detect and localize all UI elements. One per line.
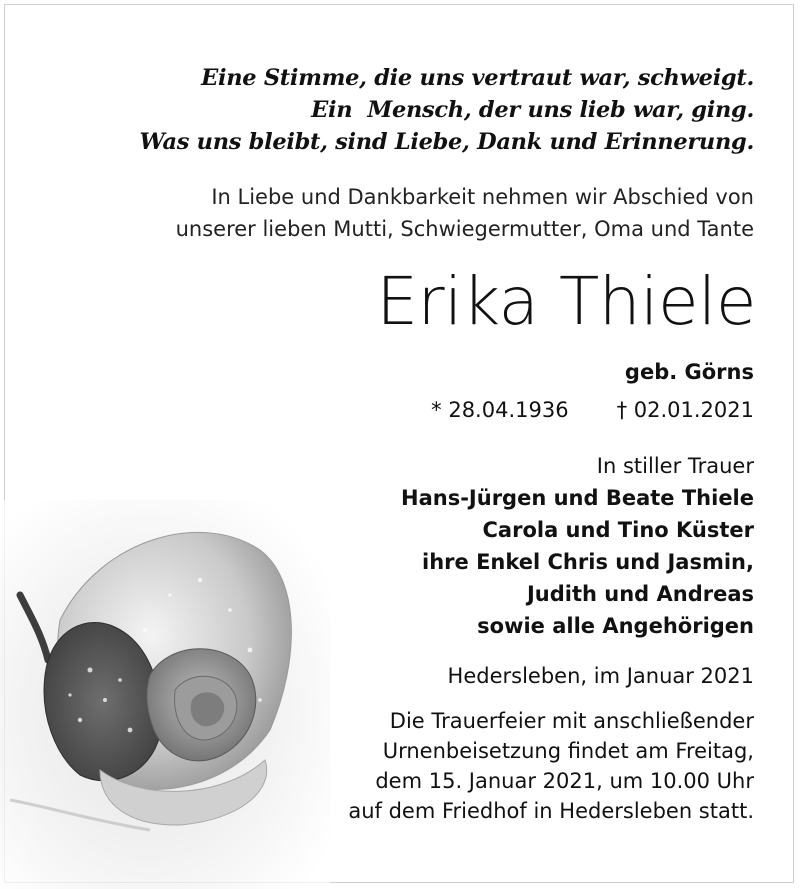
intro-line: unserer lieben Mutti, Schwiegermutter, Oma und Tante [175,217,754,241]
birth-date: * 28.04.1936 [431,398,569,422]
mourners-lead: In stiller Trauer [596,454,754,478]
poem-line: Ein Mensch, der uns lieb war, ging. [311,97,754,123]
place-date: Hedersleben, im Januar 2021 [447,664,754,688]
life-dates [431,396,754,424]
service-line: dem 15. Januar 2021, um 10.00 Uhr [375,769,754,793]
poem-line: Eine Stimme, die uns vertraut war, schweigt. [201,65,754,91]
mourner-name: sowie alle Angehörigen [477,614,754,638]
mourner-name: Judith und Andreas [526,582,754,606]
maiden-name: geb. Görns [624,360,754,384]
intro-text [176,181,754,245]
service-info [348,706,754,826]
service-line: Die Trauerfeier mit anschließender [389,709,754,733]
mourner-name: ihre Enkel Chris und Jasmin, [422,550,754,574]
death-date: † 02.01.2021 [616,398,754,422]
poem-line: Was uns bleibt, sind Liebe, Dank und Erinnerung. [139,129,754,155]
service-line: auf dem Friedhof in Hedersleben statt. [348,799,754,823]
deceased-name: Erika Thiele [376,263,756,340]
rose-image [0,500,330,889]
mourners-block [401,450,754,642]
mourner-name: Carola und Tino Küster [482,518,754,542]
poem [139,62,754,158]
service-line: Urnenbeisetzung findet am Freitag, [382,739,754,763]
intro-line: In Liebe und Dankbarkeit nehmen wir Abschied von [211,185,754,209]
mourner-name: Hans-Jürgen und Beate Thiele [401,486,754,510]
